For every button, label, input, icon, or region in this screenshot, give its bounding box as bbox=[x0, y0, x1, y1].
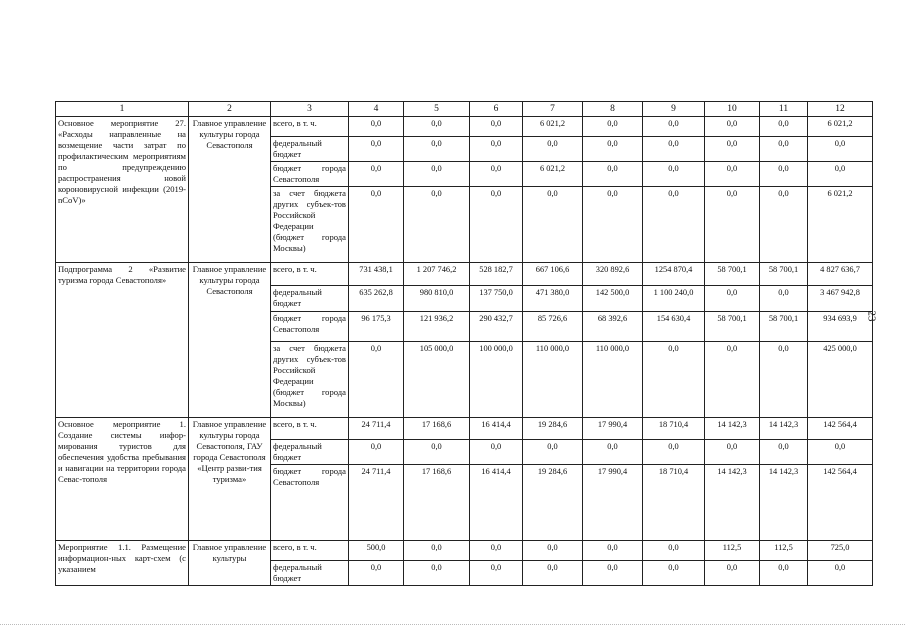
amount-cell: 0,0 bbox=[808, 561, 873, 586]
amount-cell: 24 711,4 bbox=[349, 465, 404, 541]
amount-cell: 85 726,6 bbox=[523, 312, 583, 342]
amount-cell: 0,0 bbox=[470, 187, 523, 263]
amount-cell: 18 710,4 bbox=[643, 418, 705, 440]
activity-name: Мероприятие 1.1. Размещение информацион-ных карт-схем (с указанием bbox=[56, 541, 189, 586]
funding-source: за счет бюджета других субъек-тов Российской Федерации (бюджет города Москвы) bbox=[271, 342, 349, 418]
amount-cell: 142 564,4 bbox=[808, 418, 873, 440]
column-number: 7 bbox=[523, 102, 583, 117]
amount-cell: 0,0 bbox=[760, 286, 808, 312]
activity-name: Основное мероприятие 27. «Расходы направленные на возмещение части затрат по профилактическим мероприятиям по предупреждению распространения новой короновирусной инфекции (2019-nCoV)» bbox=[56, 117, 189, 263]
amount-cell: 0,0 bbox=[470, 162, 523, 187]
executor-name: Главное управление культуры города Севастополя bbox=[189, 263, 271, 418]
column-number: 1 bbox=[56, 102, 189, 117]
amount-cell: 0,0 bbox=[349, 187, 404, 263]
amount-cell: 68 392,6 bbox=[583, 312, 643, 342]
amount-cell: 0,0 bbox=[349, 561, 404, 586]
amount-cell: 425 000,0 bbox=[808, 342, 873, 418]
amount-cell: 667 106,6 bbox=[523, 263, 583, 286]
amount-cell: 980 810,0 bbox=[404, 286, 470, 312]
table-row bbox=[56, 418, 873, 440]
amount-cell: 0,0 bbox=[705, 187, 760, 263]
amount-cell: 0,0 bbox=[470, 440, 523, 465]
amount-cell: 4 827 636,7 bbox=[808, 263, 873, 286]
amount-cell: 635 262,8 bbox=[349, 286, 404, 312]
scan-edge-line bbox=[0, 624, 905, 625]
amount-cell: 0,0 bbox=[470, 541, 523, 561]
amount-cell: 105 000,0 bbox=[404, 342, 470, 418]
table-row bbox=[56, 117, 873, 137]
amount-cell: 0,0 bbox=[583, 137, 643, 162]
amount-cell: 725,0 bbox=[808, 541, 873, 561]
amount-cell: 14 142,3 bbox=[760, 465, 808, 541]
amount-cell: 0,0 bbox=[404, 187, 470, 263]
amount-cell: 1 100 240,0 bbox=[643, 286, 705, 312]
amount-cell: 6 021,2 bbox=[523, 162, 583, 187]
activity-name: Основное мероприятие 1. Создание системы инфор-мирования туристов для обеспечения удобства пребывания и навигации на территории города Севас-тополя bbox=[56, 418, 189, 541]
amount-cell: 96 175,3 bbox=[349, 312, 404, 342]
amount-cell: 0,0 bbox=[404, 117, 470, 137]
column-number: 10 bbox=[705, 102, 760, 117]
amount-cell: 0,0 bbox=[760, 342, 808, 418]
amount-cell: 137 750,0 bbox=[470, 286, 523, 312]
amount-cell: 19 284,6 bbox=[523, 465, 583, 541]
amount-cell: 471 380,0 bbox=[523, 286, 583, 312]
amount-cell: 290 432,7 bbox=[470, 312, 523, 342]
column-number: 12 bbox=[808, 102, 873, 117]
amount-cell: 0,0 bbox=[808, 137, 873, 162]
amount-cell: 6 021,2 bbox=[808, 117, 873, 137]
amount-cell: 0,0 bbox=[404, 162, 470, 187]
amount-cell: 0,0 bbox=[349, 137, 404, 162]
executor-name: Главное управление культуры bbox=[189, 541, 271, 586]
amount-cell: 0,0 bbox=[760, 561, 808, 586]
amount-cell: 0,0 bbox=[705, 286, 760, 312]
column-number: 9 bbox=[643, 102, 705, 117]
column-number: 6 bbox=[470, 102, 523, 117]
amount-cell: 0,0 bbox=[583, 440, 643, 465]
funding-source: бюджет города Севастополя bbox=[271, 312, 349, 342]
amount-cell: 58 700,1 bbox=[705, 312, 760, 342]
amount-cell: 0,0 bbox=[808, 162, 873, 187]
amount-cell: 14 142,3 bbox=[760, 418, 808, 440]
column-number: 8 bbox=[583, 102, 643, 117]
amount-cell: 0,0 bbox=[523, 137, 583, 162]
amount-cell: 17 990,4 bbox=[583, 465, 643, 541]
amount-cell: 0,0 bbox=[643, 187, 705, 263]
funding-source: федеральный бюджет bbox=[271, 286, 349, 312]
amount-cell: 0,0 bbox=[583, 187, 643, 263]
amount-cell: 0,0 bbox=[349, 342, 404, 418]
executor-name: Главное управление культуры города Севастополя, ГАУ города Севастополя «Центр разви-тия туризма» bbox=[189, 418, 271, 541]
amount-cell: 0,0 bbox=[583, 162, 643, 187]
amount-cell: 58 700,1 bbox=[760, 312, 808, 342]
amount-cell: 110 000,0 bbox=[583, 342, 643, 418]
amount-cell: 0,0 bbox=[583, 541, 643, 561]
executor-name: Главное управление культуры города Севастополя bbox=[189, 117, 271, 263]
amount-cell: 58 700,1 bbox=[705, 263, 760, 286]
page-number: 23 bbox=[865, 310, 878, 322]
amount-cell: 0,0 bbox=[470, 117, 523, 137]
amount-cell: 0,0 bbox=[760, 137, 808, 162]
amount-cell: 0,0 bbox=[349, 440, 404, 465]
amount-cell: 0,0 bbox=[705, 162, 760, 187]
amount-cell: 0,0 bbox=[470, 137, 523, 162]
amount-cell: 0,0 bbox=[760, 440, 808, 465]
amount-cell: 0,0 bbox=[523, 187, 583, 263]
amount-cell: 0,0 bbox=[404, 541, 470, 561]
amount-cell: 142 564,4 bbox=[808, 465, 873, 541]
amount-cell: 14 142,3 bbox=[705, 418, 760, 440]
amount-cell: 0,0 bbox=[808, 440, 873, 465]
funding-source: всего, в т. ч. bbox=[271, 541, 349, 561]
amount-cell: 16 414,4 bbox=[470, 418, 523, 440]
amount-cell: 16 414,4 bbox=[470, 465, 523, 541]
amount-cell: 0,0 bbox=[705, 561, 760, 586]
amount-cell: 18 710,4 bbox=[643, 465, 705, 541]
amount-cell: 0,0 bbox=[643, 342, 705, 418]
amount-cell: 0,0 bbox=[523, 440, 583, 465]
amount-cell: 934 693,9 bbox=[808, 312, 873, 342]
column-number-row bbox=[56, 102, 873, 117]
table-row bbox=[56, 541, 873, 561]
amount-cell: 0,0 bbox=[643, 541, 705, 561]
amount-cell: 0,0 bbox=[705, 440, 760, 465]
funding-source: всего, в т. ч. bbox=[271, 263, 349, 286]
amount-cell: 528 182,7 bbox=[470, 263, 523, 286]
amount-cell: 154 630,4 bbox=[643, 312, 705, 342]
amount-cell: 100 000,0 bbox=[470, 342, 523, 418]
amount-cell: 6 021,2 bbox=[808, 187, 873, 263]
funding-source: всего, в т. ч. bbox=[271, 418, 349, 440]
amount-cell: 19 284,6 bbox=[523, 418, 583, 440]
amount-cell: 0,0 bbox=[705, 342, 760, 418]
column-number: 5 bbox=[404, 102, 470, 117]
amount-cell: 17 990,4 bbox=[583, 418, 643, 440]
amount-cell: 0,0 bbox=[760, 162, 808, 187]
amount-cell: 0,0 bbox=[523, 561, 583, 586]
column-number: 3 bbox=[271, 102, 349, 117]
amount-cell: 0,0 bbox=[583, 117, 643, 137]
amount-cell: 112,5 bbox=[760, 541, 808, 561]
amount-cell: 142 500,0 bbox=[583, 286, 643, 312]
amount-cell: 6 021,2 bbox=[523, 117, 583, 137]
amount-cell: 0,0 bbox=[349, 162, 404, 187]
amount-cell: 112,5 bbox=[705, 541, 760, 561]
funding-source: всего, в т. ч. bbox=[271, 117, 349, 137]
amount-cell: 0,0 bbox=[583, 561, 643, 586]
funding-source: федеральный бюджет bbox=[271, 440, 349, 465]
amount-cell: 1254 870,4 bbox=[643, 263, 705, 286]
amount-cell: 0,0 bbox=[523, 541, 583, 561]
column-number: 11 bbox=[760, 102, 808, 117]
amount-cell: 0,0 bbox=[643, 561, 705, 586]
amount-cell: 320 892,6 bbox=[583, 263, 643, 286]
amount-cell: 0,0 bbox=[643, 117, 705, 137]
activity-name: Подпрограмма 2 «Развитие туризма города Севастополя» bbox=[56, 263, 189, 418]
amount-cell: 121 936,2 bbox=[404, 312, 470, 342]
amount-cell: 0,0 bbox=[404, 440, 470, 465]
amount-cell: 17 168,6 bbox=[404, 465, 470, 541]
funding-source: бюджет города Севастополя bbox=[271, 162, 349, 187]
amount-cell: 0,0 bbox=[705, 117, 760, 137]
amount-cell: 14 142,3 bbox=[705, 465, 760, 541]
amount-cell: 0,0 bbox=[643, 137, 705, 162]
amount-cell: 58 700,1 bbox=[760, 263, 808, 286]
amount-cell: 0,0 bbox=[643, 162, 705, 187]
amount-cell: 0,0 bbox=[404, 137, 470, 162]
amount-cell: 0,0 bbox=[760, 117, 808, 137]
amount-cell: 17 168,6 bbox=[404, 418, 470, 440]
funding-source: федеральный бюджет bbox=[271, 561, 349, 586]
amount-cell: 0,0 bbox=[349, 117, 404, 137]
amount-cell: 0,0 bbox=[705, 137, 760, 162]
amount-cell: 110 000,0 bbox=[523, 342, 583, 418]
table-body bbox=[56, 102, 873, 586]
funding-source: федеральный бюджет bbox=[271, 137, 349, 162]
amount-cell: 0,0 bbox=[404, 561, 470, 586]
amount-cell: 24 711,4 bbox=[349, 418, 404, 440]
amount-cell: 500,0 bbox=[349, 541, 404, 561]
funding-source: бюджет города Севастополя bbox=[271, 465, 349, 541]
amount-cell: 0,0 bbox=[760, 187, 808, 263]
column-number: 2 bbox=[189, 102, 271, 117]
amount-cell: 3 467 942,8 bbox=[808, 286, 873, 312]
table-row bbox=[56, 263, 873, 286]
amount-cell: 731 438,1 bbox=[349, 263, 404, 286]
amount-cell: 0,0 bbox=[643, 440, 705, 465]
amount-cell: 1 207 746,2 bbox=[404, 263, 470, 286]
column-number: 4 bbox=[349, 102, 404, 117]
budget-table bbox=[55, 101, 873, 586]
funding-source: за счет бюджета других субъек-тов Российской Федерации (бюджет города Москвы) bbox=[271, 187, 349, 263]
amount-cell: 0,0 bbox=[470, 561, 523, 586]
